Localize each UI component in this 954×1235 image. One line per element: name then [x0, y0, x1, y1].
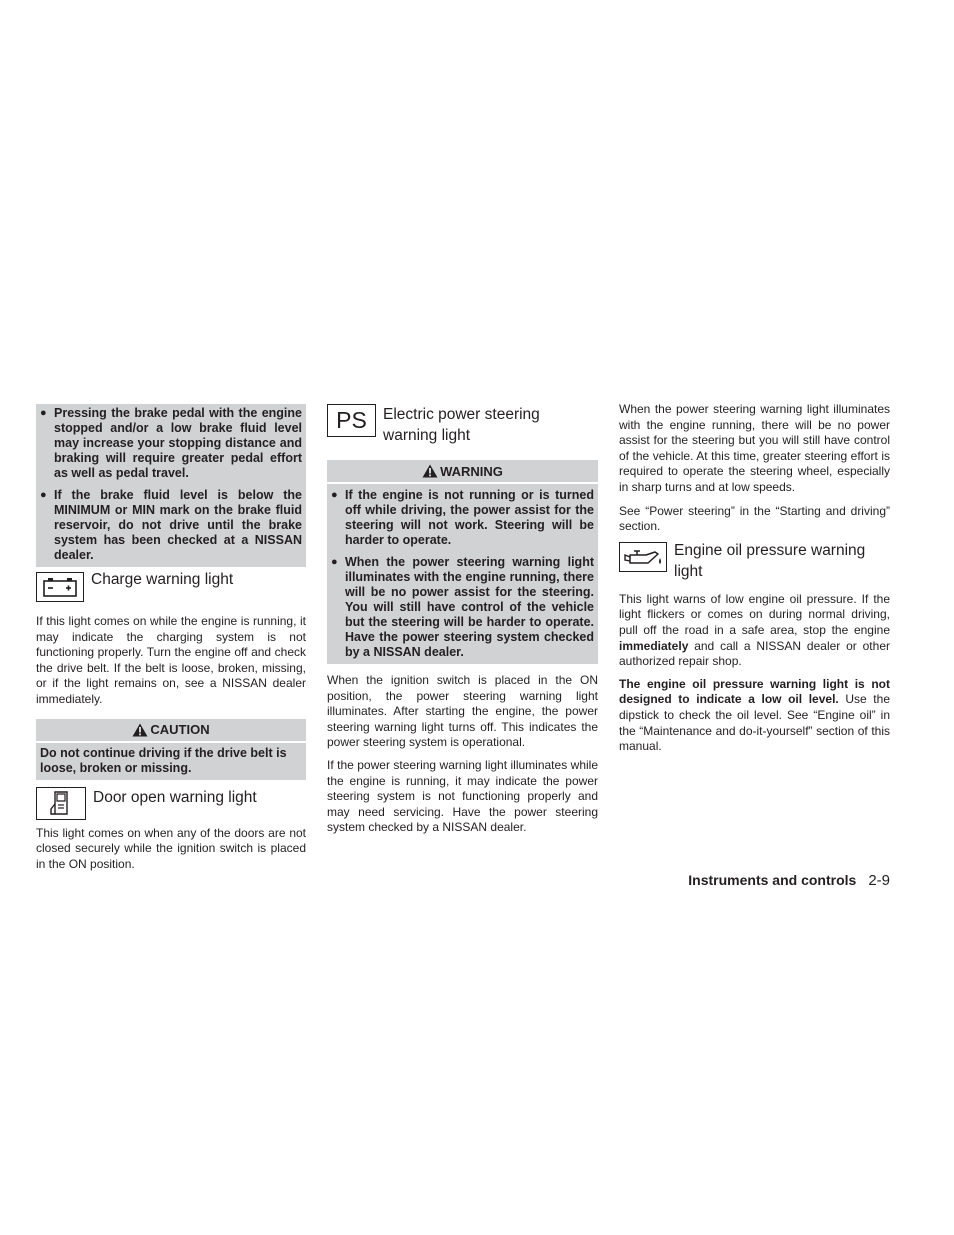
charge-body: If this light comes on while the engine is running, it may indicate the charging system is not functioning properly. Turn the engine off and check the drive belt. If the belt is loose, broken, missing, or if the light remains on, see a NISSAN dealer immediately.	[36, 614, 306, 706]
column-middle	[327, 404, 598, 836]
warning-label: WARNING	[440, 463, 503, 479]
charge-heading	[36, 572, 306, 602]
list-item: ● If the engine is not running or is turned off while driving, the power assist for the steering will not work. Steering will be harder to operate.	[331, 488, 594, 547]
eps-para-2: If the power steering warning light illuminates while the engine is running, it may indicate the power steering system is not functioning properly and may need servicing. Have the power steering system checked by a NISSAN dealer.	[327, 757, 598, 835]
column-left	[36, 404, 306, 872]
eps-para-4: See “Power steering” in the “Starting and driving” section.	[619, 503, 890, 534]
door-body: This light comes on when any of the doors are not closed securely while the ignition switch is placed in the ON position.	[36, 825, 306, 871]
ps-icon: PS	[327, 404, 376, 437]
oil-para-1: This light warns of low engine oil pressure. If the light flickers or comes on during normal driving, pull off the road in a safe area, stop the engine immediately and call a NISSAN dealer or other authorized repair shop.	[619, 591, 890, 669]
footer-section: Instruments and controls	[688, 872, 857, 888]
bullet-icon: ●	[331, 489, 338, 501]
oil-can-icon	[619, 542, 667, 572]
caution-text: Do not continue driving if the drive belt is loose, broken or missing.	[36, 743, 306, 780]
bullet-icon: ●	[331, 556, 338, 568]
battery-icon	[36, 572, 84, 602]
eps-para-1: When the ignition switch is placed in the ON position, the power steering warning light illuminates. After starting the engine, the power steering warning light turns off. This indicates the power steering system is operational.	[327, 673, 598, 750]
eps-title: Electric power steering warning light	[383, 406, 540, 444]
list-item: ● If the brake fluid level is below the MINIMUM or MIN mark on the brake fluid reservoir, do not drive until the brake system has been checked at a NISSAN dealer.	[40, 488, 302, 562]
door-heading	[36, 787, 306, 820]
caution-label: CAUTION	[150, 722, 210, 738]
bullet-icon: ●	[40, 489, 47, 501]
list-item: ● When the power steering warning light illuminates with the engine running, there will be no power assist for the steering. You will still have control of the vehicle but the steering will be harder to operate. Have the power steering system checked by a NISSAN dealer.	[331, 555, 594, 659]
oil-title: Engine oil pressure warning light	[674, 541, 866, 580]
brake-warning-box	[36, 404, 306, 567]
column-right	[619, 404, 890, 755]
caution-box	[36, 719, 306, 780]
warning-triangle-icon	[422, 464, 438, 478]
door-open-icon	[36, 787, 86, 820]
list-item: ● Pressing the brake pedal with the engine stopped and/or a low brake fluid level may increase your stopping distance and braking will require greater pedal effort as well as pedal travel.	[40, 406, 302, 480]
page-footer	[688, 872, 890, 889]
warning-header	[327, 460, 598, 482]
eps-para-3: When the power steering warning light illuminates with the engine running, there will be no power assist for the steering but you will still have control of the vehicle. At this time, greater steering effort is required to operate the steering wheel, especially in sharp turns and at low speeds.	[619, 402, 890, 494]
door-title: Door open warning light	[93, 788, 257, 806]
warning-triangle-icon	[132, 723, 148, 737]
bullet-icon: ●	[40, 407, 47, 419]
oil-para-2: The engine oil pressure warning light is not designed to indicate a low oil level. Use the dipstick to check the oil level. See “Engine oil” in the “Maintenance and do-it-yourself” section of this manual.	[619, 676, 890, 754]
warning-list	[327, 484, 598, 664]
charge-title: Charge warning light	[91, 571, 234, 588]
caution-header	[36, 719, 306, 741]
page-number: 2-9	[868, 872, 890, 889]
warning-box	[327, 460, 598, 664]
oil-heading	[619, 542, 890, 582]
eps-heading	[327, 404, 598, 446]
